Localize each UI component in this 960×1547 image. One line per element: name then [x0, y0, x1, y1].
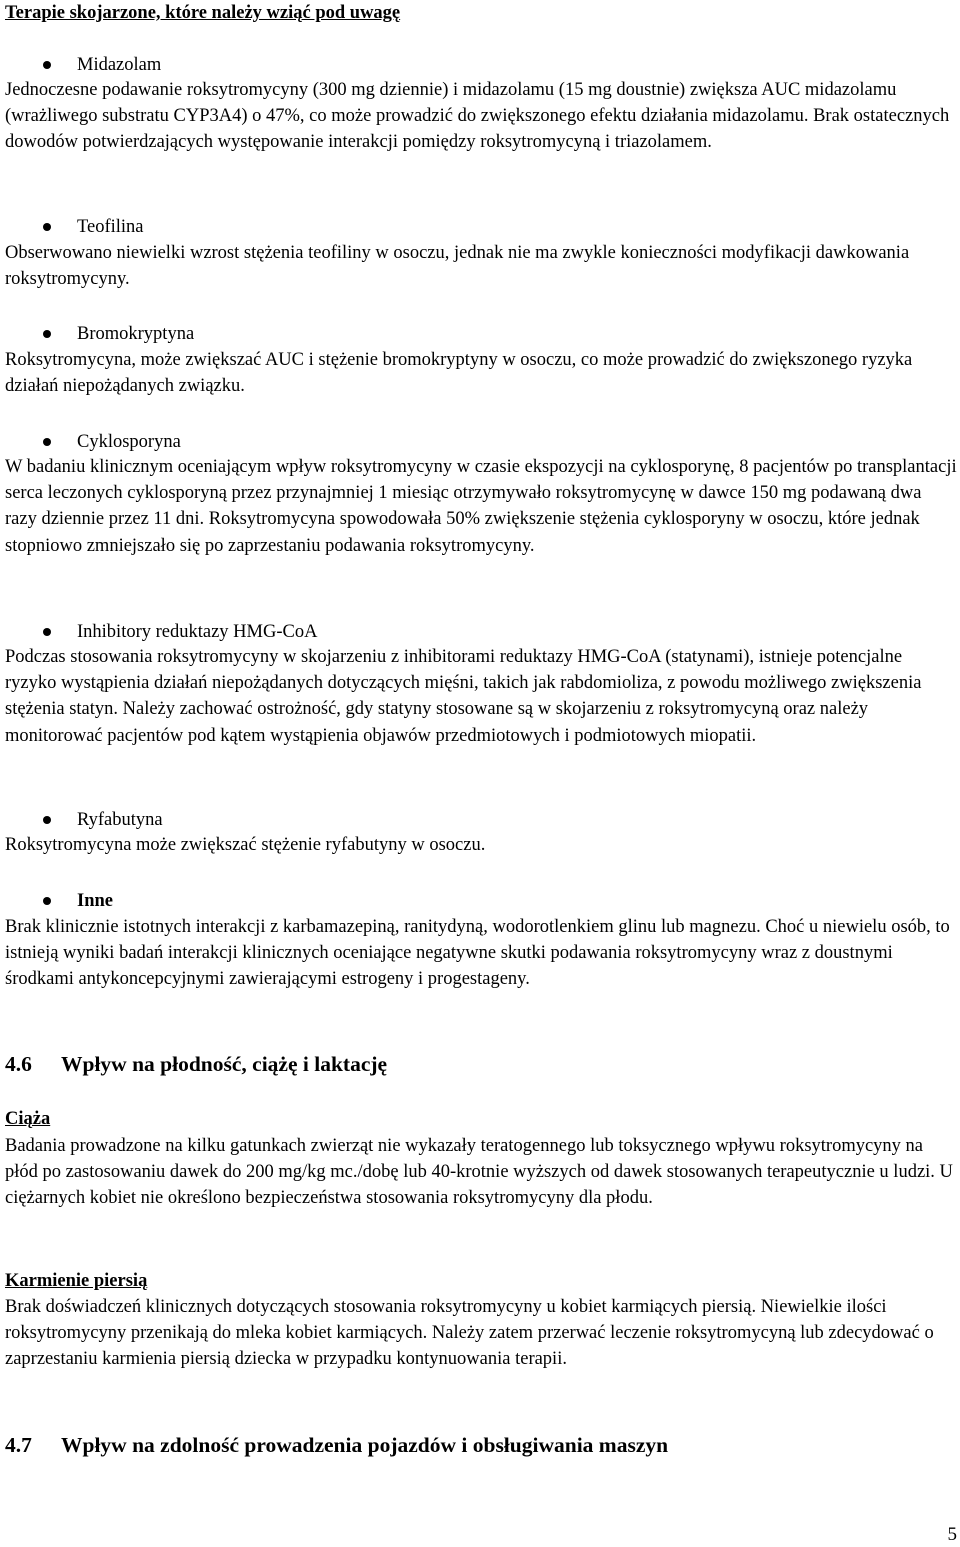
bullet-icon — [43, 61, 51, 69]
breastfeeding-text: Brak doświadczeń klinicznych dotyczących stosowania roksytromycyny u kobiet karmiących piersią. Niewielkie ilości roksytromycyny przenikają do mleka kobiet karmiących. Należy zatem przerwać leczenie roksytromycyną lub zdecydować o zaprzestaniu karmienia piersią dziecka w przypadku kontynuowania terapii. — [5, 1297, 934, 1370]
item-text: Roksytromycyna może zwiększać stężenie ryfabutyny w osoczu. — [5, 835, 486, 855]
section-title-4-7 — [5, 1432, 668, 1458]
bullet-icon — [43, 816, 51, 824]
bullet-icon — [43, 628, 51, 636]
item-name: Midazolam — [77, 55, 162, 75]
list-item-bullet — [43, 431, 181, 453]
section-heading: Terapie skojarzone, które należy wziąć pod uwagę — [5, 3, 401, 23]
section-title-text: Wpływ na płodność, ciążę i laktację — [61, 1052, 388, 1076]
item-text: Podczas stosowania roksytromycyny w skojarzeniu z inhibitorami reduktazy HMG-CoA (statynami), istnieje potencjalne ryzyko wystąpienia działań niepożądanych dotyczących mięśni, takich jak rabdomioliza, z powodu możliwego zwiększenia stężenia statyn. Należy zachować ostrożność, gdy statyny stosowane są w skojarzeniu z roksytromycyną oraz należy monitorować pacjentów pod kątem wystąpienia objawów przedmiotowych i podmiotowych miopatii. — [5, 647, 922, 746]
item-text: Roksytromycyna, może zwiększać AUC i stężenie bromokryptyny w osoczu, co może prowadzić do zwiększonego ryzyka działań niepożądanych związku. — [5, 350, 913, 397]
section-number: 4.6 — [5, 1052, 32, 1076]
subheading-breastfeeding: Karmienie piersią — [5, 1271, 148, 1291]
item-name: Inne — [77, 891, 113, 911]
list-item-bullet — [43, 54, 161, 76]
item-text: W badaniu klinicznym oceniającym wpływ roksytromycyny w czasie ekspozycji na cyklosporynę, 8 pacjentów po transplantacji serca leczonych cyklosporyną przez przynajmniej 1 miesiąc otrzymywało roksytromycynę w dawce 150 mg podawaną dwa razy dziennie przez 11 dni. Roksytromycyna spowodowała 50% zwiększenie stężenia cyklosporyny w osoczu, które jednak stopniowo zmniejszało się po zaprzestaniu podawania roksytromycyny. — [5, 457, 957, 556]
bullet-icon — [43, 330, 51, 338]
section-title-text: Wpływ na zdolność prowadzenia pojazdów i obsługiwania maszyn — [61, 1433, 669, 1457]
item-name: Bromokryptyna — [77, 324, 195, 344]
item-text: Brak klinicznie istotnych interakcji z karbamazepiną, ranitydyną, wodorotlenkiem glinu lub magnezu. Choć u niewielu osób, to istnieją wyniki badań interakcji klinicznych oceniające negatywne skutki podawania roksytromycyny wraz z doustnymi środkami antykoncepcyjnymi zawierającymi estrogeny i progestageny. — [5, 917, 950, 990]
list-item-bullet — [43, 216, 144, 238]
item-text: Jednoczesne podawanie roksytromycyny (300 mg dziennie) i midazolamu (15 mg doustnie) zwiększa AUC midazolamu (wrażliwego substratu CYP3A4) o 47%, co może prowadzić do zwiększonego efektu działania midazolamu. Brak ostatecznych dowodów potwierdzających występowanie interakcji pomiędzy roksytromycyną i triazolamem. — [5, 80, 950, 153]
page-number: 5 — [947, 1524, 957, 1545]
item-name: Ryfabutyna — [77, 810, 163, 830]
section-title-4-6 — [5, 1051, 387, 1077]
item-name: Cyklosporyna — [77, 432, 181, 452]
item-name: Teofilina — [77, 217, 144, 237]
item-text: Obserwowano niewielki wzrost stężenia teofiliny w osoczu, jednak nie ma zwykle konieczności modyfikacji dawkowania roksytromycyny. — [5, 243, 910, 290]
list-item-bullet — [43, 621, 317, 643]
bullet-icon — [43, 223, 51, 231]
subheading-pregnancy: Ciąża — [5, 1109, 51, 1129]
item-name: Inhibitory reduktazy HMG-CoA — [77, 622, 318, 642]
list-item-bullet — [43, 890, 113, 912]
list-item-bullet — [43, 809, 163, 831]
bullet-icon — [43, 897, 51, 905]
pregnancy-text: Badania prowadzone na kilku gatunkach zwierząt nie wykazały teratogennego lub toksycznego wpływu roksytromycyny na płód po zastosowaniu dawek do 200 mg/kg mc./dobę lub 40-krotnie wyższych od dawek stosowanych terapeutycznie u ludzi. U ciężarnych kobiet nie określono bezpieczeństwa stosowania roksytromycyny dla płodu. — [5, 1136, 953, 1209]
bullet-icon — [43, 438, 51, 446]
section-number: 4.7 — [5, 1433, 32, 1457]
list-item-bullet — [43, 323, 194, 345]
